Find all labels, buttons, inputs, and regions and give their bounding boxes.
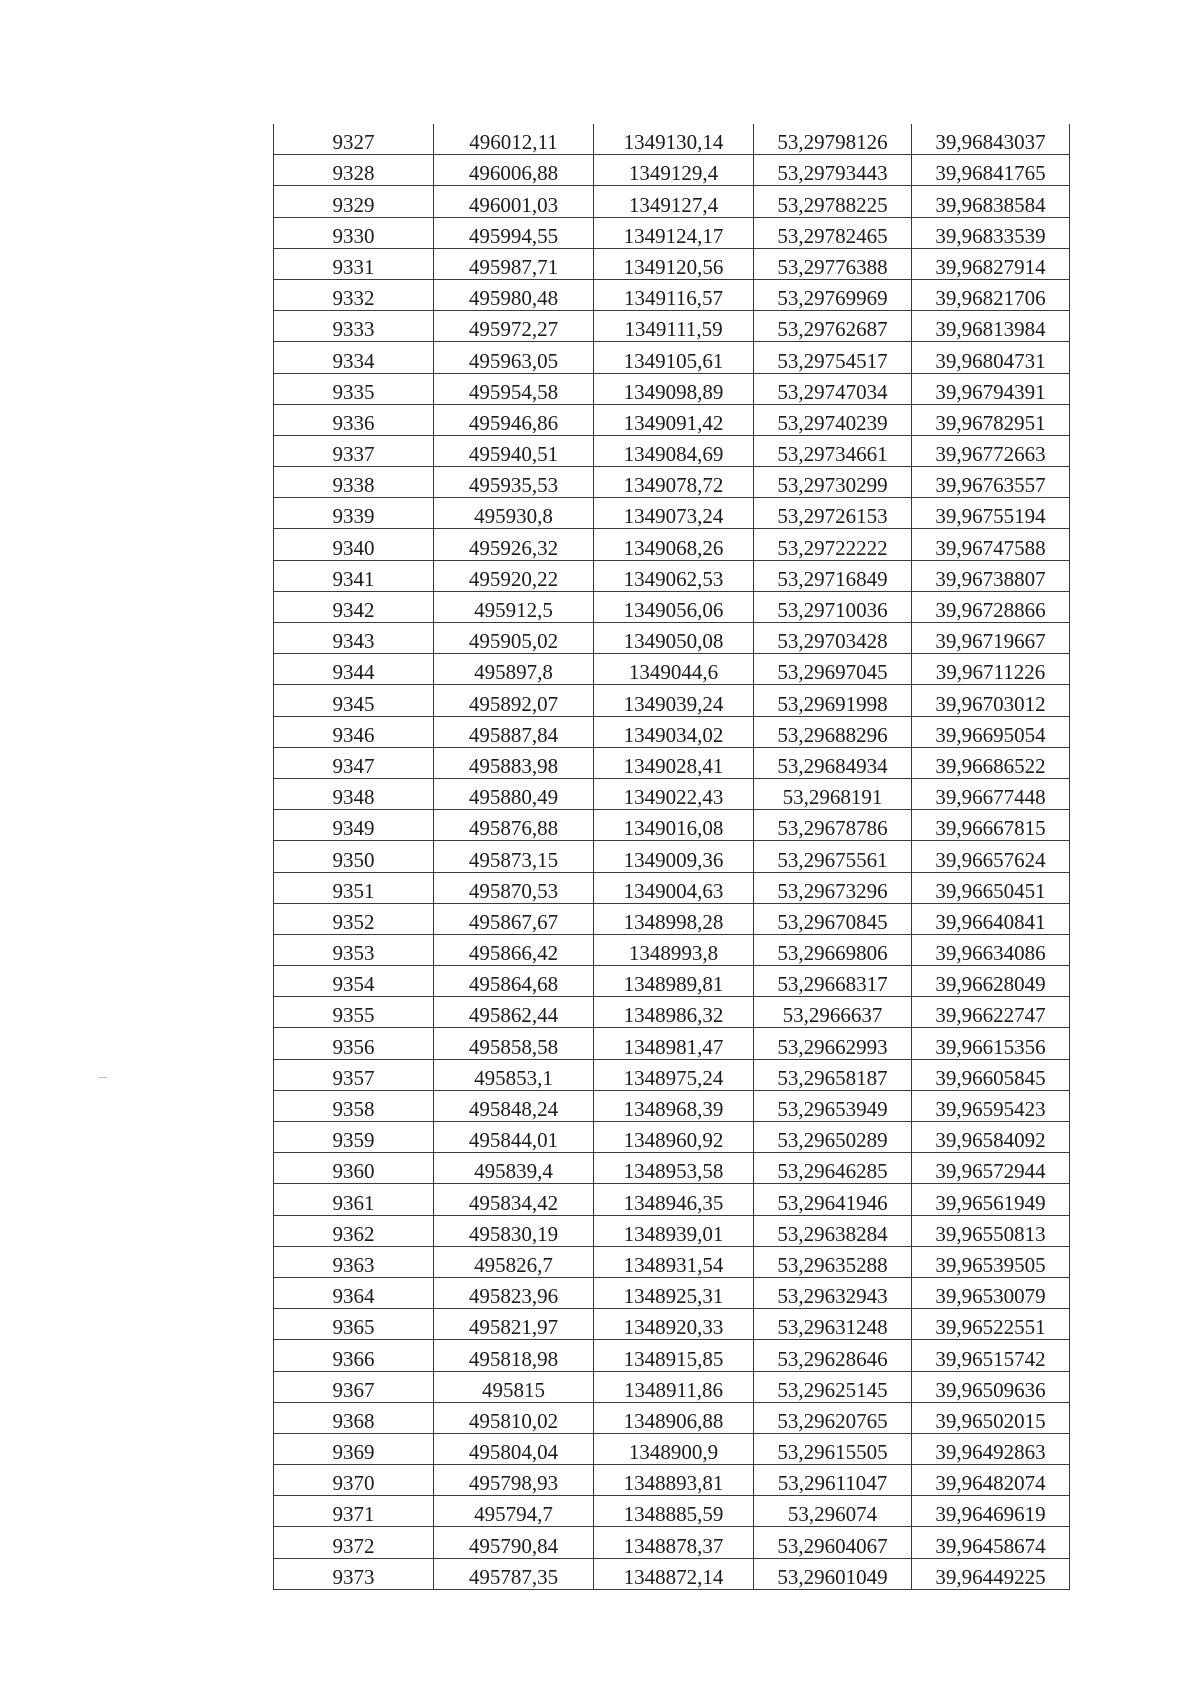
latitude-cell: 53,29730299 bbox=[754, 467, 912, 498]
latitude-cell: 53,29632943 bbox=[754, 1277, 912, 1308]
table-row bbox=[274, 1496, 1070, 1527]
y-coordinate-cell: 1348893,81 bbox=[594, 1465, 754, 1496]
point-number-cell: 9367 bbox=[274, 1371, 434, 1402]
point-number-cell: 9352 bbox=[274, 903, 434, 934]
x-coordinate-cell: 495972,27 bbox=[434, 311, 594, 342]
longitude-cell: 39,96719667 bbox=[912, 623, 1070, 654]
y-coordinate-cell: 1349129,4 bbox=[594, 155, 754, 186]
table-row bbox=[274, 903, 1070, 934]
longitude-cell: 39,96615356 bbox=[912, 1028, 1070, 1059]
latitude-cell: 53,29670845 bbox=[754, 903, 912, 934]
point-number-cell: 9369 bbox=[274, 1433, 434, 1464]
longitude-cell: 39,96703012 bbox=[912, 685, 1070, 716]
x-coordinate-cell: 495980,48 bbox=[434, 279, 594, 310]
latitude-cell: 53,29716849 bbox=[754, 560, 912, 591]
point-number-cell: 9334 bbox=[274, 342, 434, 373]
latitude-cell: 53,29601049 bbox=[754, 1558, 912, 1589]
x-coordinate-cell: 495804,04 bbox=[434, 1433, 594, 1464]
table-row bbox=[274, 1122, 1070, 1153]
point-number-cell: 9363 bbox=[274, 1246, 434, 1277]
x-coordinate-cell: 496012,11 bbox=[434, 124, 594, 155]
y-coordinate-cell: 1348872,14 bbox=[594, 1558, 754, 1589]
longitude-cell: 39,96458674 bbox=[912, 1527, 1070, 1558]
longitude-cell: 39,96622747 bbox=[912, 997, 1070, 1028]
point-number-cell: 9336 bbox=[274, 404, 434, 435]
longitude-cell: 39,96509636 bbox=[912, 1371, 1070, 1402]
point-number-cell: 9359 bbox=[274, 1122, 434, 1153]
table-row bbox=[274, 404, 1070, 435]
y-coordinate-cell: 1349062,53 bbox=[594, 560, 754, 591]
point-number-cell: 9335 bbox=[274, 373, 434, 404]
x-coordinate-cell: 495815 bbox=[434, 1371, 594, 1402]
y-coordinate-cell: 1348946,35 bbox=[594, 1184, 754, 1215]
point-number-cell: 9341 bbox=[274, 560, 434, 591]
longitude-cell: 39,96482074 bbox=[912, 1465, 1070, 1496]
y-coordinate-cell: 1348953,58 bbox=[594, 1153, 754, 1184]
y-coordinate-cell: 1348989,81 bbox=[594, 966, 754, 997]
table-row bbox=[274, 1465, 1070, 1496]
point-number-cell: 9353 bbox=[274, 934, 434, 965]
y-coordinate-cell: 1348968,39 bbox=[594, 1090, 754, 1121]
longitude-cell: 39,96657624 bbox=[912, 841, 1070, 872]
latitude-cell: 53,29611047 bbox=[754, 1465, 912, 1496]
longitude-cell: 39,96449225 bbox=[912, 1558, 1070, 1589]
y-coordinate-cell: 1348960,92 bbox=[594, 1122, 754, 1153]
longitude-cell: 39,96492863 bbox=[912, 1433, 1070, 1464]
x-coordinate-cell: 495954,58 bbox=[434, 373, 594, 404]
latitude-cell: 53,29722222 bbox=[754, 529, 912, 560]
point-number-cell: 9368 bbox=[274, 1402, 434, 1433]
table-row bbox=[274, 560, 1070, 591]
latitude-cell: 53,29754517 bbox=[754, 342, 912, 373]
point-number-cell: 9364 bbox=[274, 1277, 434, 1308]
y-coordinate-cell: 1348900,9 bbox=[594, 1433, 754, 1464]
table-row bbox=[274, 623, 1070, 654]
x-coordinate-cell: 495794,7 bbox=[434, 1496, 594, 1527]
y-coordinate-cell: 1349084,69 bbox=[594, 435, 754, 466]
x-coordinate-cell: 495920,22 bbox=[434, 560, 594, 591]
point-number-cell: 9345 bbox=[274, 685, 434, 716]
table-row bbox=[274, 810, 1070, 841]
latitude-cell: 53,29782465 bbox=[754, 217, 912, 248]
latitude-cell: 53,29673296 bbox=[754, 872, 912, 903]
x-coordinate-cell: 496006,88 bbox=[434, 155, 594, 186]
x-coordinate-cell: 495844,01 bbox=[434, 1122, 594, 1153]
x-coordinate-cell: 495940,51 bbox=[434, 435, 594, 466]
latitude-cell: 53,29734661 bbox=[754, 435, 912, 466]
x-coordinate-cell: 495839,4 bbox=[434, 1153, 594, 1184]
longitude-cell: 39,96595423 bbox=[912, 1090, 1070, 1121]
point-number-cell: 9337 bbox=[274, 435, 434, 466]
latitude-cell: 53,29697045 bbox=[754, 654, 912, 685]
table-row bbox=[274, 1215, 1070, 1246]
y-coordinate-cell: 1348975,24 bbox=[594, 1059, 754, 1090]
y-coordinate-cell: 1349028,41 bbox=[594, 747, 754, 778]
latitude-cell: 53,29653949 bbox=[754, 1090, 912, 1121]
x-coordinate-cell: 495935,53 bbox=[434, 467, 594, 498]
y-coordinate-cell: 1348931,54 bbox=[594, 1246, 754, 1277]
x-coordinate-cell: 495862,44 bbox=[434, 997, 594, 1028]
latitude-cell: 53,29641946 bbox=[754, 1184, 912, 1215]
longitude-cell: 39,96772663 bbox=[912, 435, 1070, 466]
latitude-cell: 53,29776388 bbox=[754, 248, 912, 279]
latitude-cell: 53,29625145 bbox=[754, 1371, 912, 1402]
x-coordinate-cell: 496001,03 bbox=[434, 186, 594, 217]
y-coordinate-cell: 1348911,86 bbox=[594, 1371, 754, 1402]
table-row bbox=[274, 124, 1070, 155]
latitude-cell: 53,2968191 bbox=[754, 778, 912, 809]
table-row bbox=[274, 1340, 1070, 1371]
latitude-cell: 53,29628646 bbox=[754, 1340, 912, 1371]
point-number-cell: 9332 bbox=[274, 279, 434, 310]
point-number-cell: 9340 bbox=[274, 529, 434, 560]
longitude-cell: 39,96711226 bbox=[912, 654, 1070, 685]
point-number-cell: 9327 bbox=[274, 124, 434, 155]
y-coordinate-cell: 1349127,4 bbox=[594, 186, 754, 217]
x-coordinate-cell: 495873,15 bbox=[434, 841, 594, 872]
x-coordinate-cell: 495880,49 bbox=[434, 778, 594, 809]
latitude-cell: 53,29726153 bbox=[754, 498, 912, 529]
table-row bbox=[274, 1433, 1070, 1464]
point-number-cell: 9350 bbox=[274, 841, 434, 872]
point-number-cell: 9356 bbox=[274, 1028, 434, 1059]
latitude-cell: 53,29691998 bbox=[754, 685, 912, 716]
table-row bbox=[274, 778, 1070, 809]
y-coordinate-cell: 1349004,63 bbox=[594, 872, 754, 903]
x-coordinate-cell: 495994,55 bbox=[434, 217, 594, 248]
longitude-cell: 39,96813984 bbox=[912, 311, 1070, 342]
longitude-cell: 39,96634086 bbox=[912, 934, 1070, 965]
longitude-cell: 39,96686522 bbox=[912, 747, 1070, 778]
x-coordinate-cell: 495864,68 bbox=[434, 966, 594, 997]
latitude-cell: 53,29688296 bbox=[754, 716, 912, 747]
point-number-cell: 9342 bbox=[274, 591, 434, 622]
x-coordinate-cell: 495887,84 bbox=[434, 716, 594, 747]
table-row bbox=[274, 1402, 1070, 1433]
longitude-cell: 39,96530079 bbox=[912, 1277, 1070, 1308]
point-number-cell: 9339 bbox=[274, 498, 434, 529]
longitude-cell: 39,96667815 bbox=[912, 810, 1070, 841]
point-number-cell: 9351 bbox=[274, 872, 434, 903]
y-coordinate-cell: 1349056,06 bbox=[594, 591, 754, 622]
table-row bbox=[274, 373, 1070, 404]
longitude-cell: 39,96738807 bbox=[912, 560, 1070, 591]
longitude-cell: 39,96821706 bbox=[912, 279, 1070, 310]
y-coordinate-cell: 1348920,33 bbox=[594, 1309, 754, 1340]
table-row bbox=[274, 872, 1070, 903]
point-number-cell: 9355 bbox=[274, 997, 434, 1028]
point-number-cell: 9344 bbox=[274, 654, 434, 685]
latitude-cell: 53,29615505 bbox=[754, 1433, 912, 1464]
y-coordinate-cell: 1349073,24 bbox=[594, 498, 754, 529]
longitude-cell: 39,96561949 bbox=[912, 1184, 1070, 1215]
x-coordinate-cell: 495905,02 bbox=[434, 623, 594, 654]
point-number-cell: 9358 bbox=[274, 1090, 434, 1121]
point-number-cell: 9349 bbox=[274, 810, 434, 841]
point-number-cell: 9361 bbox=[274, 1184, 434, 1215]
table-row bbox=[274, 1558, 1070, 1589]
y-coordinate-cell: 1349091,42 bbox=[594, 404, 754, 435]
latitude-cell: 53,29604067 bbox=[754, 1527, 912, 1558]
table-row bbox=[274, 685, 1070, 716]
y-coordinate-cell: 1349022,43 bbox=[594, 778, 754, 809]
longitude-cell: 39,96695054 bbox=[912, 716, 1070, 747]
table-row bbox=[274, 467, 1070, 498]
table-row bbox=[274, 654, 1070, 685]
table-row bbox=[274, 997, 1070, 1028]
latitude-cell: 53,29798126 bbox=[754, 124, 912, 155]
y-coordinate-cell: 1349039,24 bbox=[594, 685, 754, 716]
table-row bbox=[274, 1246, 1070, 1277]
latitude-cell: 53,29658187 bbox=[754, 1059, 912, 1090]
table-row bbox=[274, 217, 1070, 248]
y-coordinate-cell: 1348993,8 bbox=[594, 934, 754, 965]
latitude-cell: 53,29669806 bbox=[754, 934, 912, 965]
table-row bbox=[274, 841, 1070, 872]
table-row bbox=[274, 1184, 1070, 1215]
x-coordinate-cell: 495830,19 bbox=[434, 1215, 594, 1246]
x-coordinate-cell: 495912,5 bbox=[434, 591, 594, 622]
point-number-cell: 9371 bbox=[274, 1496, 434, 1527]
y-coordinate-cell: 1349034,02 bbox=[594, 716, 754, 747]
longitude-cell: 39,96833539 bbox=[912, 217, 1070, 248]
table-row bbox=[274, 1527, 1070, 1558]
x-coordinate-cell: 495787,35 bbox=[434, 1558, 594, 1589]
table-row bbox=[274, 591, 1070, 622]
longitude-cell: 39,96522551 bbox=[912, 1309, 1070, 1340]
latitude-cell: 53,29710036 bbox=[754, 591, 912, 622]
y-coordinate-cell: 1348885,59 bbox=[594, 1496, 754, 1527]
table-row bbox=[274, 155, 1070, 186]
y-coordinate-cell: 1349016,08 bbox=[594, 810, 754, 841]
table-row bbox=[274, 342, 1070, 373]
longitude-cell: 39,96650451 bbox=[912, 872, 1070, 903]
table-row bbox=[274, 716, 1070, 747]
point-number-cell: 9348 bbox=[274, 778, 434, 809]
x-coordinate-cell: 495821,97 bbox=[434, 1309, 594, 1340]
x-coordinate-cell: 495810,02 bbox=[434, 1402, 594, 1433]
y-coordinate-cell: 1349105,61 bbox=[594, 342, 754, 373]
point-number-cell: 9354 bbox=[274, 966, 434, 997]
y-coordinate-cell: 1349124,17 bbox=[594, 217, 754, 248]
coordinates-table bbox=[273, 124, 1070, 1590]
coordinates-table-body bbox=[274, 124, 1070, 1589]
longitude-cell: 39,96794391 bbox=[912, 373, 1070, 404]
x-coordinate-cell: 495853,1 bbox=[434, 1059, 594, 1090]
latitude-cell: 53,29793443 bbox=[754, 155, 912, 186]
table-row bbox=[274, 529, 1070, 560]
x-coordinate-cell: 495930,8 bbox=[434, 498, 594, 529]
point-number-cell: 9347 bbox=[274, 747, 434, 778]
latitude-cell: 53,29631248 bbox=[754, 1309, 912, 1340]
y-coordinate-cell: 1349044,6 bbox=[594, 654, 754, 685]
x-coordinate-cell: 495946,86 bbox=[434, 404, 594, 435]
point-number-cell: 9330 bbox=[274, 217, 434, 248]
latitude-cell: 53,29747034 bbox=[754, 373, 912, 404]
point-number-cell: 9365 bbox=[274, 1309, 434, 1340]
latitude-cell: 53,29678786 bbox=[754, 810, 912, 841]
point-number-cell: 9373 bbox=[274, 1558, 434, 1589]
y-coordinate-cell: 1348906,88 bbox=[594, 1402, 754, 1433]
point-number-cell: 9357 bbox=[274, 1059, 434, 1090]
longitude-cell: 39,96539505 bbox=[912, 1246, 1070, 1277]
y-coordinate-cell: 1348998,28 bbox=[594, 903, 754, 934]
x-coordinate-cell: 495876,88 bbox=[434, 810, 594, 841]
y-coordinate-cell: 1349111,59 bbox=[594, 311, 754, 342]
x-coordinate-cell: 495867,67 bbox=[434, 903, 594, 934]
x-coordinate-cell: 495826,7 bbox=[434, 1246, 594, 1277]
y-coordinate-cell: 1349130,14 bbox=[594, 124, 754, 155]
x-coordinate-cell: 495823,96 bbox=[434, 1277, 594, 1308]
x-coordinate-cell: 495866,42 bbox=[434, 934, 594, 965]
table-row bbox=[274, 1277, 1070, 1308]
point-number-cell: 9328 bbox=[274, 155, 434, 186]
table-row bbox=[274, 966, 1070, 997]
longitude-cell: 39,96502015 bbox=[912, 1402, 1070, 1433]
x-coordinate-cell: 495858,58 bbox=[434, 1028, 594, 1059]
point-number-cell: 9346 bbox=[274, 716, 434, 747]
point-number-cell: 9343 bbox=[274, 623, 434, 654]
y-coordinate-cell: 1348925,31 bbox=[594, 1277, 754, 1308]
latitude-cell: 53,29703428 bbox=[754, 623, 912, 654]
point-number-cell: 9338 bbox=[274, 467, 434, 498]
table-row bbox=[274, 1153, 1070, 1184]
longitude-cell: 39,96755194 bbox=[912, 498, 1070, 529]
latitude-cell: 53,29635288 bbox=[754, 1246, 912, 1277]
table-row bbox=[274, 435, 1070, 466]
longitude-cell: 39,96747588 bbox=[912, 529, 1070, 560]
y-coordinate-cell: 1349116,57 bbox=[594, 279, 754, 310]
table-row bbox=[274, 934, 1070, 965]
x-coordinate-cell: 495790,84 bbox=[434, 1527, 594, 1558]
latitude-cell: 53,296074 bbox=[754, 1496, 912, 1527]
latitude-cell: 53,29646285 bbox=[754, 1153, 912, 1184]
longitude-cell: 39,96640841 bbox=[912, 903, 1070, 934]
latitude-cell: 53,29788225 bbox=[754, 186, 912, 217]
latitude-cell: 53,29740239 bbox=[754, 404, 912, 435]
latitude-cell: 53,29662993 bbox=[754, 1028, 912, 1059]
point-number-cell: 9329 bbox=[274, 186, 434, 217]
x-coordinate-cell: 495834,42 bbox=[434, 1184, 594, 1215]
x-coordinate-cell: 495870,53 bbox=[434, 872, 594, 903]
latitude-cell: 53,29769969 bbox=[754, 279, 912, 310]
table-row bbox=[274, 1090, 1070, 1121]
point-number-cell: 9370 bbox=[274, 1465, 434, 1496]
scan-mark bbox=[99, 1077, 107, 1078]
table-row bbox=[274, 498, 1070, 529]
x-coordinate-cell: 495987,71 bbox=[434, 248, 594, 279]
x-coordinate-cell: 495883,98 bbox=[434, 747, 594, 778]
x-coordinate-cell: 495818,98 bbox=[434, 1340, 594, 1371]
x-coordinate-cell: 495798,93 bbox=[434, 1465, 594, 1496]
longitude-cell: 39,96763557 bbox=[912, 467, 1070, 498]
table-row bbox=[274, 747, 1070, 778]
x-coordinate-cell: 495897,8 bbox=[434, 654, 594, 685]
longitude-cell: 39,96469619 bbox=[912, 1496, 1070, 1527]
longitude-cell: 39,96584092 bbox=[912, 1122, 1070, 1153]
longitude-cell: 39,96804731 bbox=[912, 342, 1070, 373]
latitude-cell: 53,29650289 bbox=[754, 1122, 912, 1153]
y-coordinate-cell: 1349120,56 bbox=[594, 248, 754, 279]
point-number-cell: 9372 bbox=[274, 1527, 434, 1558]
y-coordinate-cell: 1348939,01 bbox=[594, 1215, 754, 1246]
point-number-cell: 9331 bbox=[274, 248, 434, 279]
latitude-cell: 53,29675561 bbox=[754, 841, 912, 872]
y-coordinate-cell: 1349098,89 bbox=[594, 373, 754, 404]
x-coordinate-cell: 495926,32 bbox=[434, 529, 594, 560]
y-coordinate-cell: 1349068,26 bbox=[594, 529, 754, 560]
table-row bbox=[274, 311, 1070, 342]
point-number-cell: 9333 bbox=[274, 311, 434, 342]
longitude-cell: 39,96841765 bbox=[912, 155, 1070, 186]
y-coordinate-cell: 1349009,36 bbox=[594, 841, 754, 872]
table-row bbox=[274, 248, 1070, 279]
latitude-cell: 53,29620765 bbox=[754, 1402, 912, 1433]
y-coordinate-cell: 1349078,72 bbox=[594, 467, 754, 498]
longitude-cell: 39,96782951 bbox=[912, 404, 1070, 435]
x-coordinate-cell: 495848,24 bbox=[434, 1090, 594, 1121]
point-number-cell: 9360 bbox=[274, 1153, 434, 1184]
longitude-cell: 39,96843037 bbox=[912, 124, 1070, 155]
y-coordinate-cell: 1348981,47 bbox=[594, 1028, 754, 1059]
table-row bbox=[274, 1309, 1070, 1340]
longitude-cell: 39,96515742 bbox=[912, 1340, 1070, 1371]
longitude-cell: 39,96628049 bbox=[912, 966, 1070, 997]
table-row bbox=[274, 279, 1070, 310]
latitude-cell: 53,29762687 bbox=[754, 311, 912, 342]
table-row bbox=[274, 1371, 1070, 1402]
longitude-cell: 39,96728866 bbox=[912, 591, 1070, 622]
y-coordinate-cell: 1348915,85 bbox=[594, 1340, 754, 1371]
latitude-cell: 53,29684934 bbox=[754, 747, 912, 778]
x-coordinate-cell: 495892,07 bbox=[434, 685, 594, 716]
longitude-cell: 39,96838584 bbox=[912, 186, 1070, 217]
x-coordinate-cell: 495963,05 bbox=[434, 342, 594, 373]
longitude-cell: 39,96550813 bbox=[912, 1215, 1070, 1246]
y-coordinate-cell: 1348986,32 bbox=[594, 997, 754, 1028]
point-number-cell: 9362 bbox=[274, 1215, 434, 1246]
table-row bbox=[274, 1028, 1070, 1059]
table-row bbox=[274, 186, 1070, 217]
longitude-cell: 39,96827914 bbox=[912, 248, 1070, 279]
table-row bbox=[274, 1059, 1070, 1090]
y-coordinate-cell: 1349050,08 bbox=[594, 623, 754, 654]
latitude-cell: 53,29638284 bbox=[754, 1215, 912, 1246]
latitude-cell: 53,2966637 bbox=[754, 997, 912, 1028]
latitude-cell: 53,29668317 bbox=[754, 966, 912, 997]
longitude-cell: 39,96572944 bbox=[912, 1153, 1070, 1184]
longitude-cell: 39,96605845 bbox=[912, 1059, 1070, 1090]
y-coordinate-cell: 1348878,37 bbox=[594, 1527, 754, 1558]
point-number-cell: 9366 bbox=[274, 1340, 434, 1371]
longitude-cell: 39,96677448 bbox=[912, 778, 1070, 809]
